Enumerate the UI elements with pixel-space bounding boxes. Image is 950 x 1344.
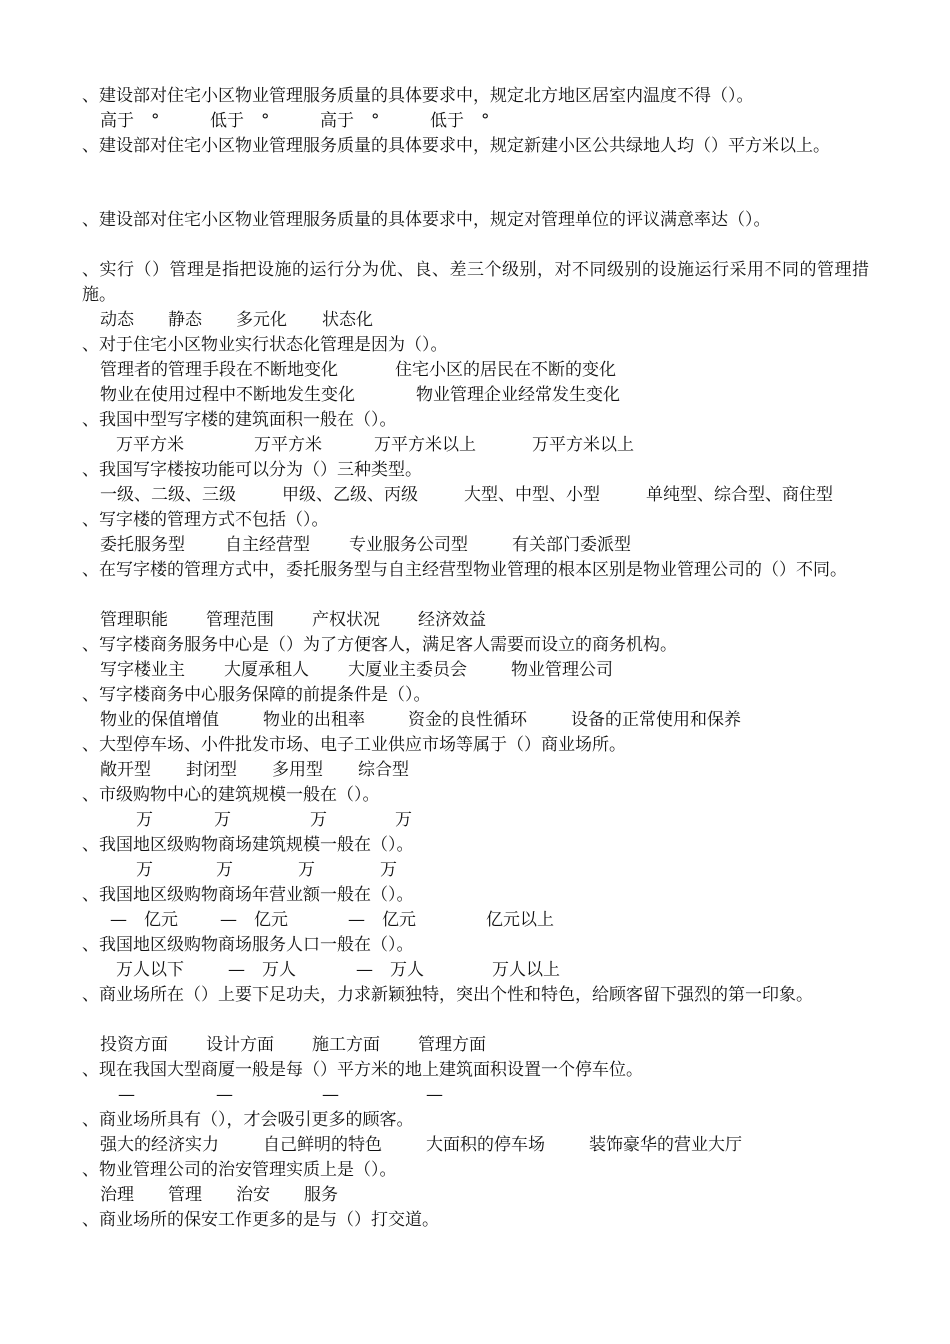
option: — <box>216 1085 233 1105</box>
option: 管理者的管理手段在不断地变化 <box>100 360 338 380</box>
option: 投资方面 <box>100 1035 168 1055</box>
option: 管理 <box>168 1185 202 1205</box>
option-row <box>100 1133 742 1158</box>
option-row <box>116 958 560 983</box>
option: 大厦业主委员会 <box>348 660 467 680</box>
question-text: 、我国地区级购物商场年营业额一般在（）。 <box>82 885 414 905</box>
question-text: 、实行（）管理是指把设施的运行分为优、良、差三个级别，对不同级别的设施运行采用不同的管理措施。 <box>82 260 869 305</box>
question-text: 、建设部对住宅小区物业管理服务质量的具体要求中，规定对管理单位的评议满意率达（）。 <box>82 210 771 230</box>
option: — 万人 <box>356 960 424 980</box>
option: 封闭型 <box>186 760 237 780</box>
option: 低于 ° <box>210 111 270 131</box>
question-text: 、市级购物中心的建筑规模一般在（）。 <box>82 785 380 805</box>
question-text: 、我国地区级购物商场服务人口一般在（）。 <box>82 935 414 955</box>
option-row <box>100 358 616 383</box>
option: 管理职能 <box>100 610 168 630</box>
option: 经济效益 <box>418 610 486 630</box>
option-row <box>136 858 397 883</box>
option: 万 <box>136 810 153 830</box>
option: 万 <box>310 810 327 830</box>
option: 委托服务型 <box>100 535 185 555</box>
option: 万 <box>214 810 231 830</box>
option: 低于 ° <box>430 111 490 131</box>
option: — <box>322 1085 339 1105</box>
question-text: 、我国地区级购物商场建筑规模一般在（）。 <box>82 835 414 855</box>
option: 万平方米 <box>116 435 184 455</box>
option: 物业的保值增值 <box>100 710 219 730</box>
question-text: 、在写字楼的管理方式中，委托服务型与自主经营型物业管理的根本区别是物业管理公司的（）不同。 <box>82 560 847 580</box>
option-row <box>100 1183 338 1208</box>
option: 强大的经济实力 <box>100 1135 219 1155</box>
question-text: 、商业场所具有（），才会吸引更多的顾客。 <box>82 1110 414 1130</box>
option: 万平方米以上 <box>532 435 634 455</box>
option: 一级、二级、三级 <box>100 485 236 505</box>
option: 写字楼业主 <box>100 660 185 680</box>
option-row <box>100 533 631 558</box>
option-row <box>118 1083 443 1108</box>
option: 动态 <box>100 310 134 330</box>
option-row <box>100 658 613 683</box>
option: 有关部门委派型 <box>512 535 631 555</box>
option: 万平方米 <box>254 435 322 455</box>
option: 物业的出租率 <box>263 710 365 730</box>
option-row <box>100 708 741 733</box>
option: — 万人 <box>228 960 296 980</box>
option: 管理范围 <box>206 610 274 630</box>
option: 多元化 <box>236 310 287 330</box>
question-text: 、商业场所在（）上要下足功夫，力求新颖独特，突出个性和特色，给顾客留下强烈的第一印象。 <box>82 985 813 1005</box>
option: 万 <box>216 860 233 880</box>
question-text: 、对于住宅小区物业实行状态化管理是因为（）。 <box>82 335 448 355</box>
option: 治安 <box>236 1185 270 1205</box>
option: — <box>118 1085 135 1105</box>
question-text: 、建设部对住宅小区物业管理服务质量的具体要求中，规定新建小区公共绿地人均（）平方米以上。 <box>82 136 830 156</box>
option: 施工方面 <box>312 1035 380 1055</box>
option: 治理 <box>100 1185 134 1205</box>
option: 自己鲜明的特色 <box>263 1135 382 1155</box>
option: 专业服务公司型 <box>349 535 468 555</box>
option: 万 <box>136 860 153 880</box>
option: 物业管理公司 <box>511 660 613 680</box>
option: 亿元以上 <box>486 910 554 930</box>
question-text: 、现在我国大型商厦一般是每（）平方米的地上建筑面积设置一个停车位。 <box>82 1060 643 1080</box>
option: 资金的良性循环 <box>408 710 527 730</box>
option: 单纯型、综合型、商住型 <box>646 485 833 505</box>
option: 高于 ° <box>320 111 380 131</box>
option: 多用型 <box>272 760 323 780</box>
option: 综合型 <box>358 760 409 780</box>
option-row <box>100 308 373 333</box>
question-text: 、我国写字楼按功能可以分为（）三种类型。 <box>82 460 422 480</box>
option: 装饰豪华的营业大厅 <box>589 1135 742 1155</box>
option: 万 <box>298 860 315 880</box>
option: — 亿元 <box>220 910 288 930</box>
option-row <box>136 808 412 833</box>
option: 自主经营型 <box>225 535 310 555</box>
option-row <box>100 483 833 508</box>
option: 状态化 <box>322 310 373 330</box>
option: 大型、中型、小型 <box>464 485 600 505</box>
question-text: 、商业场所的保安工作更多的是与（）打交道。 <box>82 1210 439 1230</box>
option-row <box>100 383 620 408</box>
option: 万平方米以上 <box>374 435 476 455</box>
option: 大面积的停车场 <box>426 1135 545 1155</box>
option-row <box>110 908 554 933</box>
question-text: 、建设部对住宅小区物业管理服务质量的具体要求中，规定北方地区居室内温度不得（）。 <box>82 86 754 106</box>
option: 万 <box>380 860 397 880</box>
option: 住宅小区的居民在不断的变化 <box>395 360 616 380</box>
option: — 亿元 <box>110 910 178 930</box>
question-text: 、物业管理公司的治安管理实质上是（）。 <box>82 1160 397 1180</box>
question-text: 、大型停车场、小件批发市场、电子工业供应市场等属于（）商业场所。 <box>82 735 626 755</box>
option: 静态 <box>168 310 202 330</box>
question-text: 、写字楼的管理方式不包括（）。 <box>82 510 329 530</box>
option: 甲级、乙级、丙级 <box>282 485 418 505</box>
question-text: 、写字楼商务服务中心是（）为了方便客人，满足客人需要而设立的商务机构。 <box>82 635 677 655</box>
option: 万人以上 <box>492 960 560 980</box>
option: 大厦承租人 <box>224 660 309 680</box>
option: 万 <box>395 810 412 830</box>
option-row <box>100 1033 486 1058</box>
option: 设计方面 <box>206 1035 274 1055</box>
option-row <box>100 109 490 134</box>
option: 产权状况 <box>312 610 380 630</box>
option-row <box>100 758 409 783</box>
option: 管理方面 <box>418 1035 486 1055</box>
option-row <box>116 433 634 458</box>
question-text: 、写字楼商务中心服务保障的前提条件是（）。 <box>82 685 431 705</box>
option: 高于 ° <box>100 111 160 131</box>
option: 设备的正常使用和保养 <box>571 710 741 730</box>
question-text: 、我国中型写字楼的建筑面积一般在（）。 <box>82 410 397 430</box>
option: — <box>426 1085 443 1105</box>
option: 服务 <box>304 1185 338 1205</box>
option: 敞开型 <box>100 760 151 780</box>
option: — 亿元 <box>348 910 416 930</box>
option: 万人以下 <box>116 960 184 980</box>
option-row <box>100 608 486 633</box>
option: 物业在使用过程中不断地发生变化 <box>100 385 355 405</box>
option: 物业管理企业经常发生变化 <box>416 385 620 405</box>
